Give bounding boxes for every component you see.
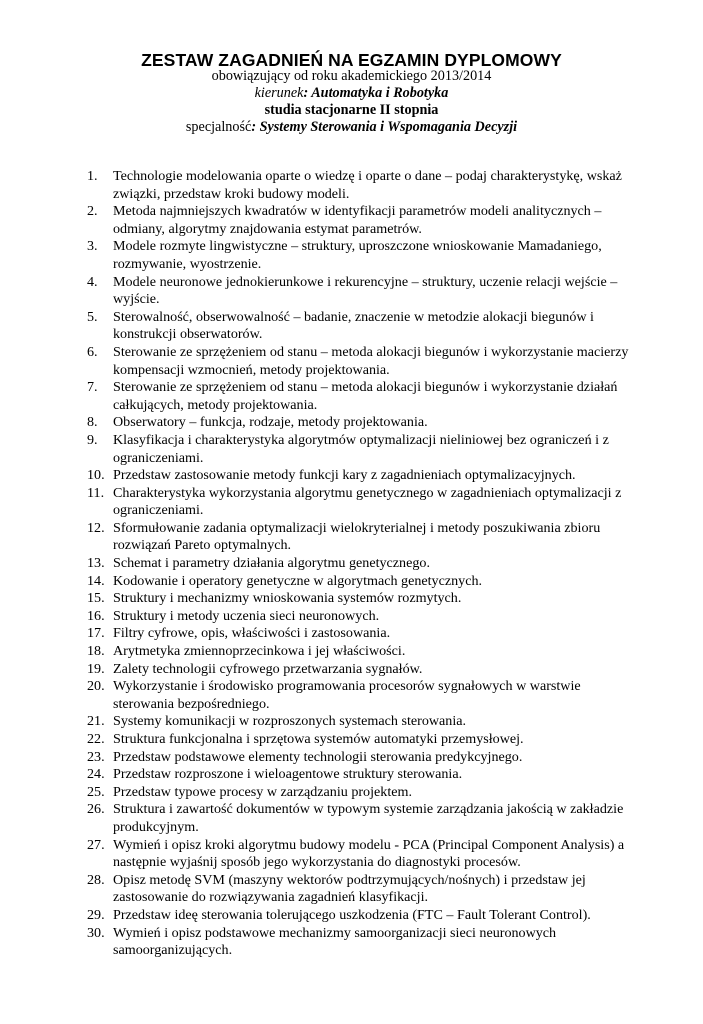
list-item — [87, 431, 633, 467]
item-text: Schemat i parametry działania algorytmu genetycznego. — [113, 555, 430, 572]
item-number: 2. — [87, 203, 98, 220]
list-item — [87, 343, 633, 379]
item-number: 20. — [87, 678, 105, 695]
list-item — [87, 871, 633, 907]
academic-year-line: obowiązujący od roku akademickiego 2013/2014 — [211, 68, 492, 84]
item-text: Systemy komunikacji w rozproszonych systemach sterowania. — [113, 713, 467, 730]
item-text: Przedstaw typowe procesy w zarządzaniu projektem. — [113, 783, 412, 800]
item-number: 7. — [87, 379, 98, 396]
list-item — [87, 414, 633, 432]
item-number: 30. — [87, 924, 105, 941]
list-item — [87, 836, 633, 872]
item-number: 21. — [87, 713, 105, 730]
item-text: Struktury i metody uczenia sieci neuronowych. — [113, 607, 380, 624]
item-text: Kodowanie i operatory genetyczne w algorytmach genetycznych. — [113, 572, 483, 589]
item-text: Modele rozmyte lingwistyczne – struktury, uproszczone wnioskowanie Mamadaniego, rozmywanie, wyostrzenie. — [113, 238, 602, 272]
list-item — [87, 484, 633, 520]
item-text: Arytmetyka zmiennoprzecinkowa i jej właściwości. — [113, 643, 406, 660]
item-text: Przedstaw rozproszone i wieloagentowe struktury sterowania. — [113, 766, 463, 783]
item-text: Wykorzystanie i środowisko programowania procesorów sygnałowych w warstwie sterowania bezpośredniego. — [113, 678, 581, 712]
item-text: Przedstaw zastosowanie metody funkcji kary z zagadnieniach optymalizacyjnych. — [113, 467, 576, 484]
item-text: Charakterystyka wykorzystania algorytmu genetycznego w zagadnieniach optymalizacji z ograniczeniami. — [113, 484, 622, 519]
list-item — [87, 678, 633, 713]
list-item — [87, 607, 633, 626]
item-number: 10. — [87, 467, 105, 484]
item-text: Wymień i opisz podstawowe mechanizmy samoorganizacji sieci neuronowych samoorganizujących. — [113, 924, 557, 959]
item-text: Metoda najmniejszych kwadratów w identyfikacji parametrów modeli analitycznych – odmiany, algorytmy znajdowania estymat parametrów. — [113, 203, 602, 237]
item-number: 16. — [87, 607, 105, 624]
item-text: Technologie modelowania oparte o wiedzę i oparte o dane – podaj charakterystykę, wskaż związki, przedstaw kroki budowy modeli. — [113, 168, 622, 202]
list-item — [87, 555, 633, 573]
field-of-study-line — [0, 85, 703, 102]
item-number: 14. — [87, 572, 105, 589]
list-item — [87, 625, 633, 643]
item-number: 17. — [87, 625, 105, 642]
list-item — [87, 590, 633, 608]
list-item — [87, 713, 633, 731]
list-item — [87, 783, 633, 802]
item-number: 9. — [87, 431, 98, 448]
list-item — [87, 924, 633, 960]
item-text: Modele neuronowe jednokierunkowe i rekurencyjne – struktury, uczenie relacji wejście – wyjście. — [113, 273, 618, 308]
specialization-value: : Systemy Sterowania i Wspomagania Decyzji — [251, 119, 518, 135]
field-value: : Automatyka i Robotyka — [303, 85, 449, 101]
item-number: 19. — [87, 660, 105, 677]
list-item — [87, 801, 633, 836]
list-item — [87, 748, 633, 767]
item-number: 6. — [87, 343, 98, 360]
item-number: 3. — [87, 238, 98, 255]
list-item — [87, 660, 633, 679]
item-number: 27. — [87, 836, 105, 853]
study-mode-line: studia stacjonarne II stopnia — [264, 102, 439, 118]
list-item — [87, 273, 633, 309]
item-text: Obserwatory – funkcja, rodzaje, metody projektowania. — [113, 414, 428, 431]
item-text: Klasyfikacja i charakterystyka algorytmów optymalizacji nieliniowej bez ograniczeń i z ograniczeniami. — [113, 431, 609, 466]
item-text: Struktury i mechanizmy wnioskowania systemów rozmytych. — [113, 590, 462, 607]
item-number: 26. — [87, 801, 105, 818]
item-text: Sterowanie ze sprzężeniem od stanu – metoda alokacji biegunów i wykorzystanie działań całkujących, metody projektowania. — [113, 379, 618, 413]
list-item — [87, 906, 633, 925]
item-number: 18. — [87, 643, 105, 660]
list-item — [87, 238, 633, 273]
item-number: 23. — [87, 748, 105, 765]
question-list — [87, 168, 633, 960]
item-text: Przedstaw ideę sterowania tolerującego uszkodzenia (FTC – Fault Tolerant Control). — [113, 906, 591, 923]
item-number: 15. — [87, 590, 105, 607]
list-item — [87, 467, 633, 485]
item-number: 25. — [87, 783, 105, 800]
list-item — [87, 643, 633, 661]
item-text: Przedstaw podstawowe elementy technologii sterowania predykcyjnego. — [113, 748, 523, 765]
list-item — [87, 379, 633, 414]
item-text: Struktura i zawartość dokumentów w typowym systemie zarządzania jakością w zakładzie produkcyjnym. — [113, 801, 624, 835]
specialization-line — [0, 119, 703, 136]
item-text: Sterowalność, obserwowalność – badanie, znaczenie w metodzie alokacji biegunów i konstrukcji obserwatorów. — [113, 308, 594, 343]
item-text: Sterowanie ze sprzężeniem od stanu – metoda alokacji biegunów i wykorzystanie macierzy kompensacji wzmocnień, metody projektowania. — [113, 343, 629, 378]
list-item — [87, 308, 633, 344]
item-number: 8. — [87, 414, 98, 431]
list-item — [87, 766, 633, 784]
item-text: Zalety technologii cyfrowego przetwarzania sygnałów. — [113, 660, 423, 677]
item-number: 11. — [87, 484, 105, 501]
field-label: kierunek — [254, 85, 304, 101]
list-item — [87, 731, 633, 749]
item-text: Struktura funkcjonalna i sprzętowa systemów automatyki przemysłowej. — [113, 731, 524, 747]
list-item — [87, 519, 633, 555]
item-number: 24. — [87, 766, 105, 783]
specialization-label: specjalność — [185, 119, 252, 135]
item-number: 13. — [87, 555, 105, 572]
list-item — [87, 203, 633, 238]
item-number: 12. — [87, 519, 105, 536]
item-number: 22. — [87, 731, 105, 747]
document-title: ZESTAW ZAGADNIEŃ NA EGZAMIN DYPLOMOWY — [141, 50, 562, 70]
item-text: Sformułowanie zadania optymalizacji wielokryterialnej i metody poszukiwania zbioru rozwiązań Pareto optymalnych. — [113, 519, 601, 554]
item-text: Filtry cyfrowe, opis, właściwości i zastosowania. — [113, 625, 391, 642]
item-number: 1. — [87, 168, 98, 184]
item-text: Opisz metodę SVM (maszyny wektorów podtrzymujących/nośnych) i przedstaw jej zastosowanie do rozwiązywania zagadnień klasyfikacji. — [113, 871, 586, 906]
item-number: 29. — [87, 906, 105, 923]
item-number: 28. — [87, 871, 105, 888]
item-number: 4. — [87, 273, 98, 290]
item-text: Wymień i opisz kroki algorytmu budowy modelu - PCA (Principal Component Analysis) a następnie wyjaśnij sposób jego wykorzystania do diagnostyki procesów. — [113, 836, 625, 871]
list-item — [87, 572, 633, 591]
item-number: 5. — [87, 308, 98, 325]
list-item — [87, 168, 633, 203]
